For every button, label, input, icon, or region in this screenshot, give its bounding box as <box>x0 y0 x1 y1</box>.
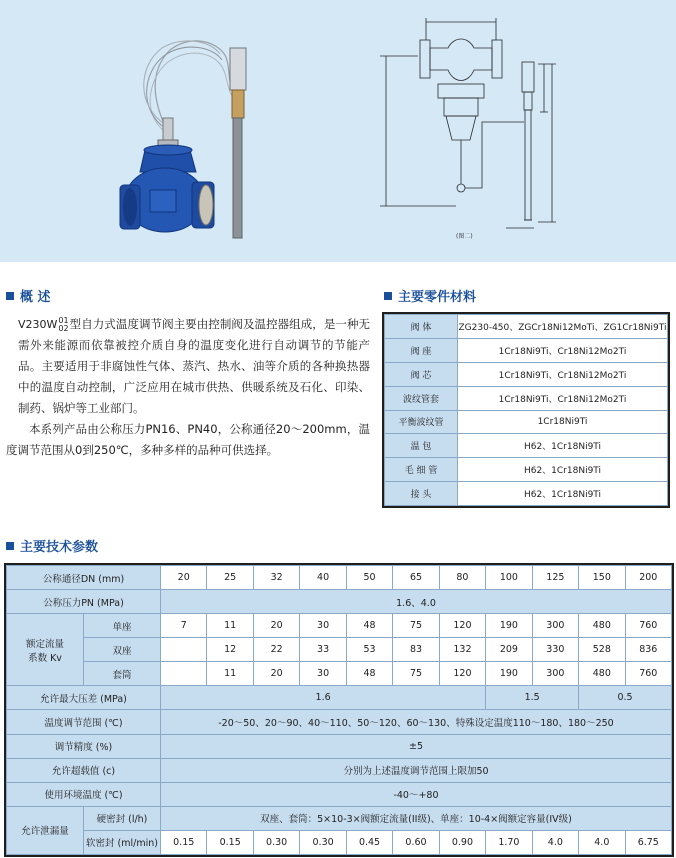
dp-label: 允许最大压差 (MPa) <box>7 686 161 710</box>
valve-photo <box>0 0 330 262</box>
kv-cell: 11 <box>207 614 253 638</box>
kv-cell <box>161 638 207 662</box>
soft-seal-cell: 0.90 <box>439 830 485 854</box>
heading-square-icon <box>384 292 392 300</box>
kv-cell: 75 <box>393 662 439 686</box>
part-material: H62、1Cr18Ni9Ti <box>458 434 668 458</box>
kv-cell: 75 <box>393 614 439 638</box>
kv-cell: 300 <box>532 662 578 686</box>
dn-cell: 50 <box>346 566 392 590</box>
dn-cell: 80 <box>439 566 485 590</box>
table-row <box>385 362 668 386</box>
table-row <box>385 315 668 339</box>
kv-cell: 30 <box>300 614 346 638</box>
dn-cell: 25 <box>207 566 253 590</box>
kv-cell: 11 <box>207 662 253 686</box>
params-heading <box>6 536 98 555</box>
kv-cell: 528 <box>579 638 625 662</box>
table-row <box>7 710 672 734</box>
soft-seal-cell: 0.60 <box>393 830 439 854</box>
table-row <box>7 638 672 662</box>
soft-seal-cell: 1.70 <box>486 830 532 854</box>
kv-cell: 190 <box>486 614 532 638</box>
kv-cell: 120 <box>439 662 485 686</box>
soft-seal-cell: 0.30 <box>253 830 299 854</box>
dn-cell: 32 <box>253 566 299 590</box>
table-row <box>385 410 668 434</box>
kv-type: 套筒 <box>84 662 161 686</box>
kv-cell: 20 <box>253 662 299 686</box>
part-name: 阀 芯 <box>385 362 458 386</box>
kv-cell: 48 <box>346 614 392 638</box>
part-material: H62、1Cr18Ni9Ti <box>458 458 668 482</box>
kv-cell: 209 <box>486 638 532 662</box>
kv-cell: 12 <box>207 638 253 662</box>
accuracy-label: 调节精度 (%) <box>7 734 161 758</box>
pn-label: 公称压力PN (MPa) <box>7 590 161 614</box>
params-title: 主要技术参数 <box>20 540 99 555</box>
materials-table <box>382 312 670 508</box>
model-sup-sub <box>58 317 68 333</box>
table-row <box>7 782 672 806</box>
temp-range-label: 温度调节范围 (℃) <box>7 710 161 734</box>
dp-cell: 1.6 <box>161 686 486 710</box>
kv-type: 单座 <box>84 614 161 638</box>
kv-cell: 22 <box>253 638 299 662</box>
kv-cell: 33 <box>300 638 346 662</box>
soft-seal-cell: 4.0 <box>579 830 625 854</box>
kv-cell: 836 <box>625 638 671 662</box>
pn-value: 1.6、4.0 <box>161 590 672 614</box>
dn-cell: 20 <box>161 566 207 590</box>
soft-seal-cell: 0.30 <box>300 830 346 854</box>
hard-seal-value: 双座、套筒：5×10-3×阀额定流量(II级)、单座：10-4×阀额定容量(IV级) <box>161 806 672 830</box>
model-sub: 02 <box>58 323 69 333</box>
kv-cell: 53 <box>346 638 392 662</box>
table-row <box>7 806 672 830</box>
part-name: 阀 体 <box>385 315 458 339</box>
table-row <box>7 830 672 854</box>
kv-label-line-1: 额定流量 <box>25 638 64 650</box>
params-table <box>4 563 674 857</box>
kv-cell: 300 <box>532 614 578 638</box>
temp-range-value: -20～50、20～90、40～110、50～120、60～130、特殊设定温度110～180、180～250 <box>161 710 672 734</box>
overview-title: 概 述 <box>20 290 51 305</box>
overview-heading <box>6 286 51 305</box>
ambient-label: 使用环境温度 (℃) <box>7 782 161 806</box>
table-row <box>7 566 672 590</box>
part-material: H62、1Cr18Ni9Ti <box>458 482 668 506</box>
part-material: 1Cr18Ni9Ti、Cr18Ni12Mo2Ti <box>458 362 668 386</box>
soft-seal-cell: 6.75 <box>625 830 671 854</box>
kv-cell: 132 <box>439 638 485 662</box>
heading-square-icon <box>6 292 14 300</box>
kv-cell: 30 <box>300 662 346 686</box>
technical-drawing <box>356 0 676 262</box>
kv-cell: 20 <box>253 614 299 638</box>
kv-label <box>7 614 84 686</box>
dn-label: 公称通径DN (mm) <box>7 566 161 590</box>
table-row <box>7 734 672 758</box>
part-name: 阀 座 <box>385 338 458 362</box>
overload-value: 分别为上述温度调节范围上限加50 <box>161 758 672 782</box>
overview-paragraph-1: 型自力式温度调节阀主要由控制阀及温控器组成，是一种无需外来能源而依靠被控介质自身的温度变化进行自动调节的节能产品。主要适用于非腐蚀性气体、蒸汽、热水、油等介质的各种换热器中的温度自动控制，广泛应用在城市供热、供暖系统及石化、印染、制药、锅炉等工业部门。 <box>18 317 370 415</box>
table-row <box>7 662 672 686</box>
kv-cell: 330 <box>532 638 578 662</box>
table-row <box>385 386 668 410</box>
soft-seal-label: 软密封 (ml/min) <box>84 830 161 854</box>
part-name: 毛 细 管 <box>385 458 458 482</box>
part-name: 温 包 <box>385 434 458 458</box>
accuracy-value: ±5 <box>161 734 672 758</box>
dp-cell: 1.5 <box>486 686 579 710</box>
heading-square-icon <box>6 542 14 550</box>
kv-cell: 480 <box>579 662 625 686</box>
part-name: 平衡波纹管 <box>385 410 458 434</box>
table-row <box>385 338 668 362</box>
dn-cell: 150 <box>579 566 625 590</box>
kv-label-line-2: 系数 Kv <box>28 652 62 664</box>
part-material: 1Cr18Ni9Ti <box>458 410 668 434</box>
table-row <box>385 434 668 458</box>
part-name: 接 头 <box>385 482 458 506</box>
materials-heading <box>384 286 476 305</box>
model-sup: 01 <box>58 315 69 325</box>
soft-seal-cell: 4.0 <box>532 830 578 854</box>
product-figure-band <box>0 0 676 262</box>
soft-seal-cell: 0.15 <box>207 830 253 854</box>
model-prefix: V230W <box>18 318 58 331</box>
leak-label: 允许泄漏量 <box>7 806 84 854</box>
overload-label: 允许超载值 (c) <box>7 758 161 782</box>
part-material: 1Cr18Ni9Ti、Cr18Ni12Mo2Ti <box>458 338 668 362</box>
dn-cell: 100 <box>486 566 532 590</box>
soft-seal-cell: 0.15 <box>161 830 207 854</box>
table-row <box>7 686 672 710</box>
kv-type: 双座 <box>84 638 161 662</box>
kv-cell: 7 <box>161 614 207 638</box>
table-row <box>385 482 668 506</box>
kv-cell: 190 <box>486 662 532 686</box>
kv-cell <box>161 662 207 686</box>
soft-seal-cell: 0.45 <box>346 830 392 854</box>
table-row <box>385 458 668 482</box>
overview-text <box>6 314 370 461</box>
table-row <box>7 758 672 782</box>
materials-title: 主要零件材料 <box>398 290 477 305</box>
part-name: 波纹管套 <box>385 386 458 410</box>
kv-cell: 83 <box>393 638 439 662</box>
dn-cell: 125 <box>532 566 578 590</box>
part-material: ZG230-450、ZGCr18Ni12MoTi、ZG1Cr18Ni9Ti <box>458 315 668 339</box>
table-row <box>7 590 672 614</box>
kv-cell: 760 <box>625 662 671 686</box>
kv-cell: 120 <box>439 614 485 638</box>
figure-caption: (图二) <box>456 233 473 240</box>
kv-cell: 760 <box>625 614 671 638</box>
kv-cell: 480 <box>579 614 625 638</box>
part-material: 1Cr18Ni9Ti、Cr18Ni12Mo2Ti <box>458 386 668 410</box>
kv-cell: 48 <box>346 662 392 686</box>
table-row <box>7 614 672 638</box>
dp-cell: 0.5 <box>579 686 672 710</box>
dn-cell: 200 <box>625 566 671 590</box>
dn-cell: 40 <box>300 566 346 590</box>
ambient-value: -40～+80 <box>161 782 672 806</box>
dn-cell: 65 <box>393 566 439 590</box>
overview-paragraph-2: 本系列产品由公称压力PN16、PN40，公称通径20～200mm，温度调节范围从0到250℃，多种多样的品种可供选择。 <box>6 422 370 457</box>
hard-seal-label: 硬密封 (l/h) <box>84 806 161 830</box>
